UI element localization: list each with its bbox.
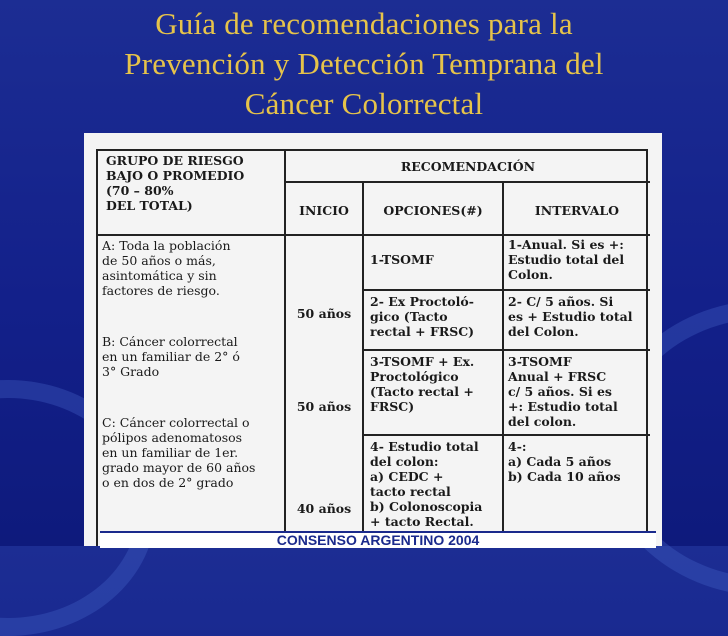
- source-caption-text: CONSENSO ARGENTINO 2004: [276, 532, 480, 548]
- interval-text: 2- C/ 5 años. Si es + Estudio total del Colon.: [508, 294, 633, 339]
- recommendation-table: [96, 149, 648, 546]
- table-divider: [362, 434, 650, 436]
- inicio-value: 50 años: [296, 399, 352, 414]
- table-divider: [362, 349, 650, 351]
- interval-text: 3-TSOMF Anual + FRSC c/ 5 años. Si es +: Estudio total del colon.: [508, 354, 618, 429]
- interval-text: 4-: a) Cada 5 años b) Cada 10 años: [508, 439, 621, 484]
- recommendation-header: RECOMENDACIÓN: [400, 159, 536, 174]
- option-text: 2- Ex Proctoló- gico (Tacto rectal + FRSC): [370, 294, 475, 339]
- risk-group-header: GRUPO DE RIESGO BAJO O PROMEDIO (70 – 80% DEL TOTAL): [106, 153, 245, 213]
- inicio-value: 50 años: [296, 306, 352, 321]
- group-c-text: C: Cáncer colorrectal o pólipos adenomatosos en un familiar de 1er. grado mayor de 60 años o en dos de 2° grado: [102, 415, 256, 490]
- title-line-3: Cáncer Colorrectal: [244, 86, 484, 121]
- column-header-inicio: INICIO: [299, 203, 349, 218]
- table-divider: [362, 289, 650, 291]
- scanned-document: [84, 133, 662, 546]
- group-a-text: A: Toda la población de 50 años o más, asintomática y sin factores de riesgo.: [102, 238, 231, 298]
- table-divider: [284, 181, 650, 183]
- interval-text: 1-Anual. Si es +: Estudio total del Colon.: [508, 237, 625, 282]
- source-caption: [100, 531, 656, 548]
- option-text: 3-TSOMF + Ex. Proctológico (Tacto rectal + FRSC): [370, 354, 475, 414]
- option-text: 4- Estudio total del colon: a) CEDC + tacto rectal b) Colonoscopia + tacto Rectal.: [370, 439, 483, 529]
- group-b-text: B: Cáncer colorrectal en un familiar de 2° ó 3° Grado: [102, 334, 240, 379]
- title-line-1: Guía de recomendaciones para la: [155, 6, 573, 41]
- column-header-opciones: OPCIONES(#): [383, 203, 483, 218]
- slide-title: [0, 4, 728, 124]
- column-header-intervalo: INTERVALO: [534, 203, 620, 218]
- table-divider: [98, 234, 650, 236]
- option-text: 1-TSOMF: [370, 252, 434, 267]
- title-line-2: Prevención y Detección Temprana del: [124, 46, 604, 81]
- inicio-value: 40 años: [296, 501, 352, 516]
